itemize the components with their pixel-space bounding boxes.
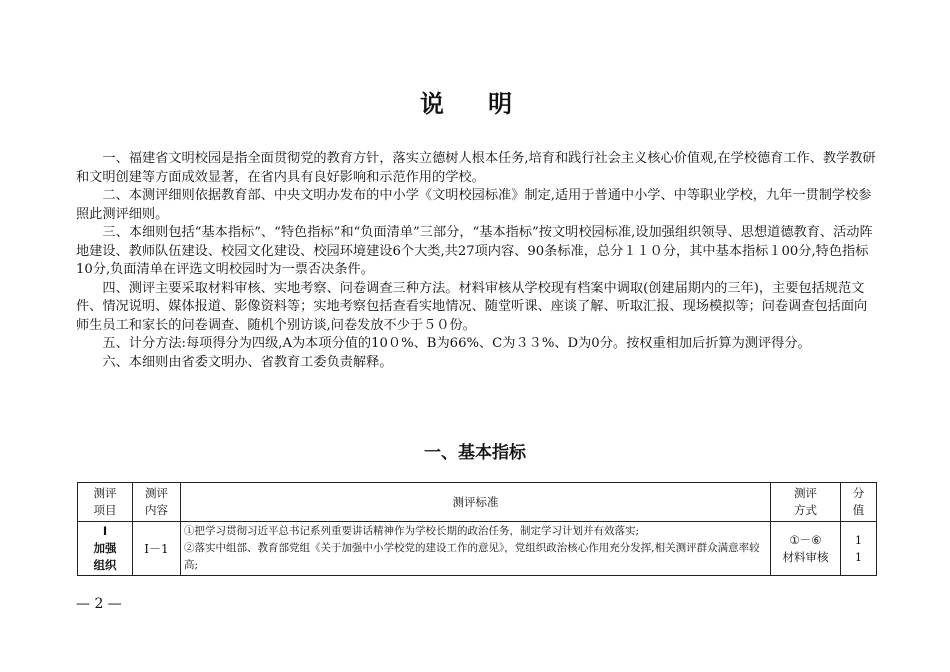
section-heading: 一、基本指标 [424,443,526,463]
explanation-paragraph-3: 三、本细则包括“基本指标”、“特色指标”和“负面清单”三部分，“基本指标”按文明校园标准,设加强组织领导、思想道德教育、活动阵地建设、教师队伍建设、校园文化建设、校园环境建设6个大类,共27项内容、90条标准，总分１１０分，其中基本指标１00分,特色指标10分,负面清单在评选文明校园时为一票否决条件。 [76,225,873,277]
category-cell [78,522,133,576]
table-header-row [78,483,877,522]
header-method-line1: 测评 [794,486,817,500]
standard-item-1: ①把学习贯彻习近平总书记系列重要讲话精神作为学校长期的政治任务，制定学习计划并有效落实; [184,525,640,537]
content-cell: Ⅰ－1 [133,522,181,576]
method-cell [771,522,841,576]
header-content-line1: 测评 [145,486,168,500]
header-content-line2: 内容 [145,503,168,517]
document-title: 说 明 [419,89,531,118]
explanation-paragraph-4: 四、测评主要采取材料审核、实地考察、问卷调查三种方法。材料审核从学校现有档案中调取(创建届期内的三年)，主要包括规范文件、情况说明、媒体报道、影像资料等；实地考察包括查看实地情况、随堂听课、座谈了解、听取汇报、现场模拟等；问卷调查包括面向师生员工和家长的问卷调查、随机个别访谈,问卷发放不少于５０份。 [76,280,868,333]
explanation-paragraph-5: 五、计分方法:每项得分为四级,A为本项分值的10０%、B为66%、C为３３%、D为0分。按权重相加后折算为测评得分。 [102,336,811,351]
page-number: — 2 — [76,596,122,612]
criteria-table [77,482,877,576]
explanation-paragraph-1: 一、福建省文明校园是指全面贯彻党的教育方针，落实立德树人根本任务,培育和践行社会主义核心价值观,在学校德育工作、教学教研和文明创建等方面成效显著，在省内具有良好影响和示范作用的学校。 [76,151,876,185]
method-range: ①－⑥ [789,532,822,547]
header-method [771,483,841,522]
category-numeral: Ⅰ [102,524,108,538]
header-method-line2: 方式 [794,503,817,517]
explanation-paragraph-2: 二、本测评细则依据教育部、中央文明办发布的中小学《文明校园标准》制定,适用于普通中小学、中等职业学校，九年一贯制学校参照此测评细则。 [76,188,872,222]
header-score-line1: 分 [852,486,865,500]
explanation-body [76,150,876,372]
category-line1: 加强 [93,541,117,555]
header-item-line2: 项目 [93,503,117,517]
header-score-line2: 值 [852,503,865,517]
header-item [78,483,133,522]
table-row [78,522,877,576]
header-item-line1: 测评 [93,486,117,500]
standards-cell [181,522,771,576]
score-value-1: 1 [855,533,862,547]
explanation-paragraph-6: 六、本细则由省委文明办、省教育工委负责解释。 [102,354,393,370]
category-line2: 组织 [93,558,117,572]
header-content [133,483,181,522]
header-score [841,483,877,522]
score-cell [841,522,877,576]
method-label: 材料审核 [782,549,829,564]
header-standard: 测评标准 [181,483,771,522]
standard-item-2: ②落实中组部、教育部党组《关于加强中小学校党的建设工作的意见》，党组织政治核心作用充分发挥,相关测评群众满意率较高; [184,542,760,571]
score-value-2: 1 [855,550,862,564]
